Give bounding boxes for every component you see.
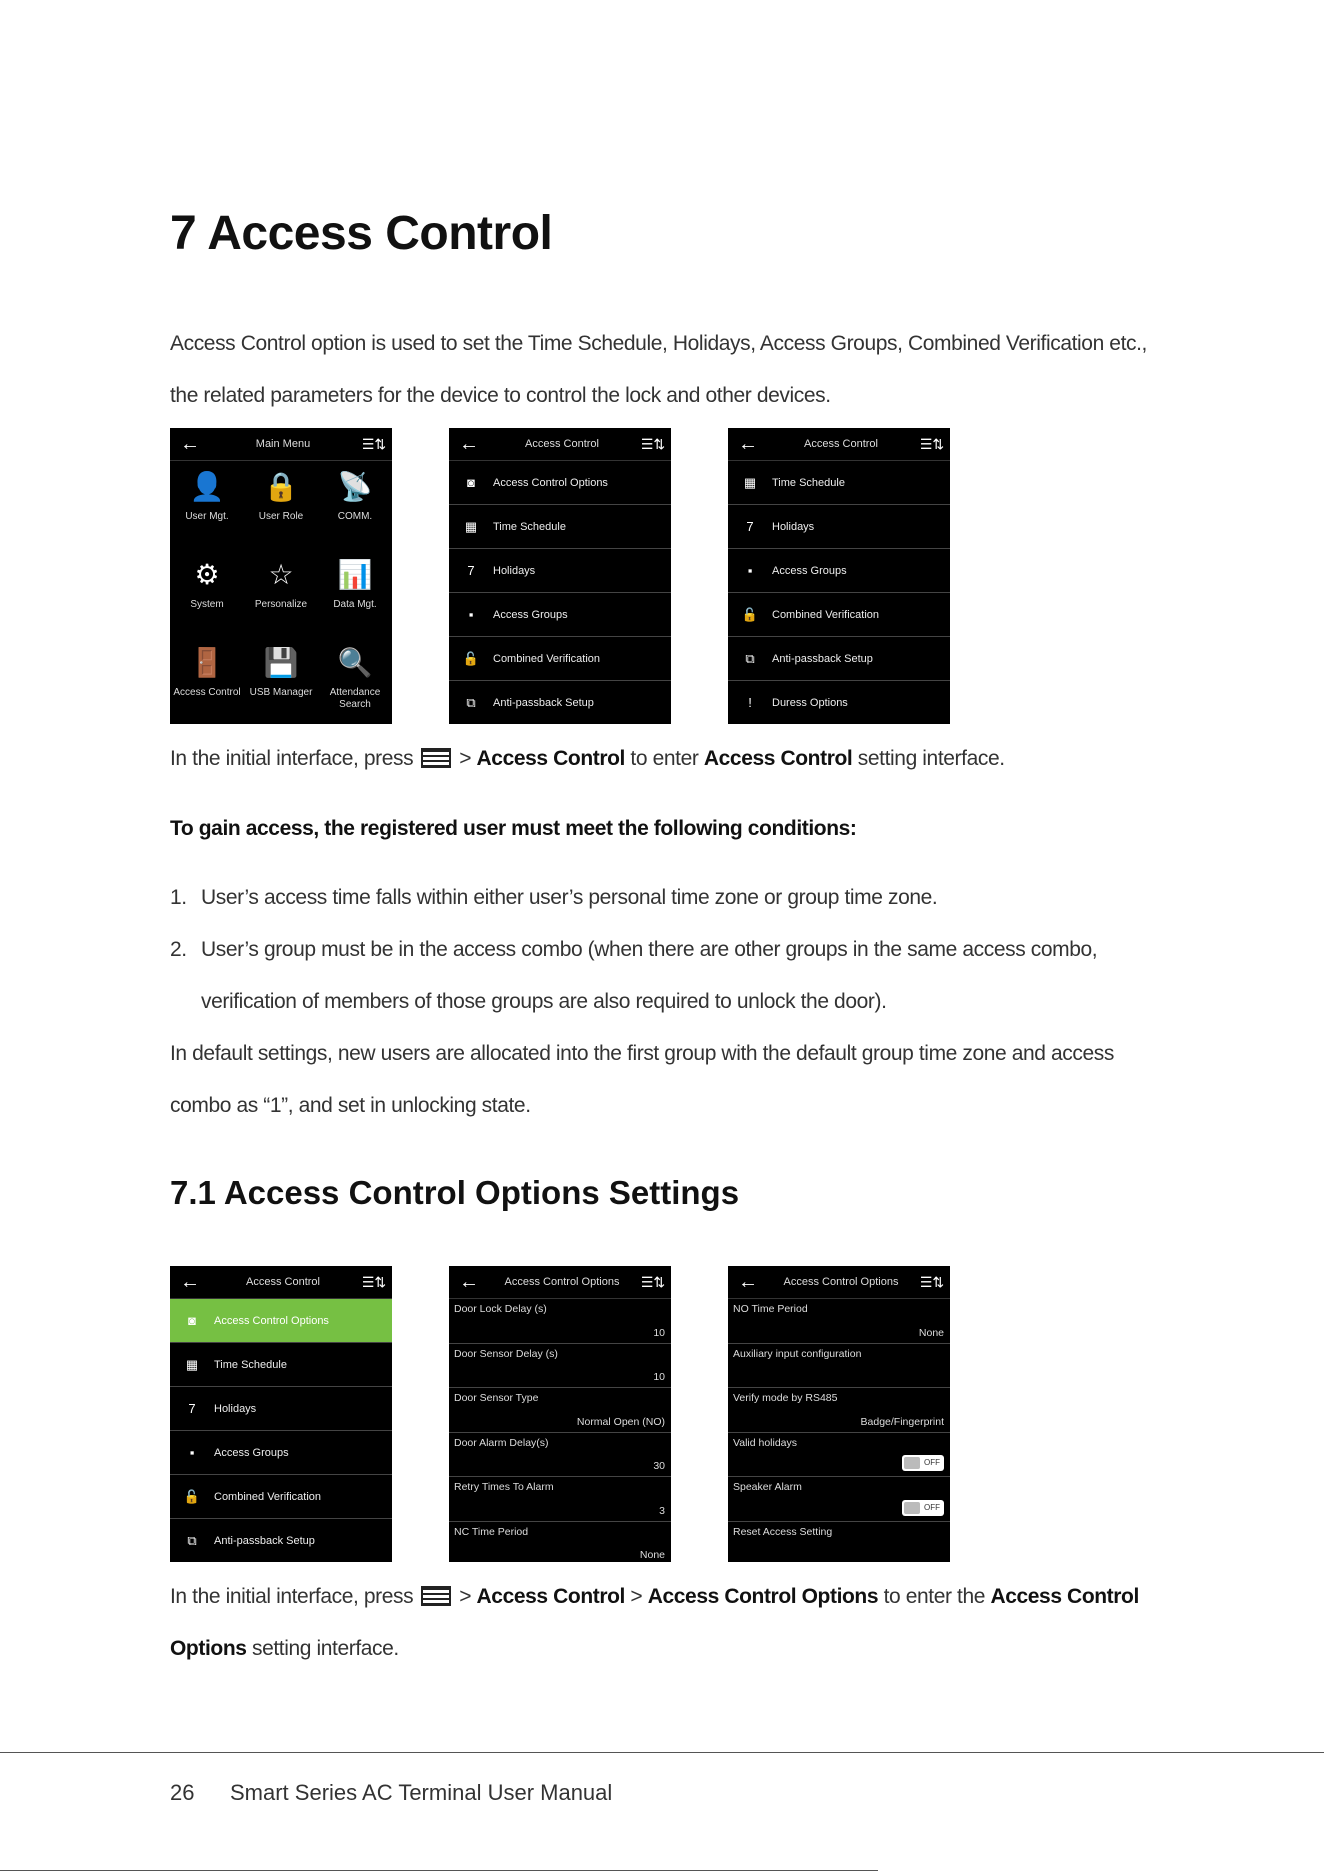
menu-row-label: Time Schedule <box>214 1358 287 1371</box>
page-number: 26 <box>170 1780 195 1805</box>
option-row <box>449 1299 671 1344</box>
option-row <box>728 1388 950 1433</box>
bold-text: Access Control <box>703 747 853 770</box>
holiday-icon: 7 <box>467 563 475 578</box>
conditions-title: To gain access, the registered user must meet the following conditions: <box>170 817 857 840</box>
menu-row-label: Anti-passback Setup <box>772 652 873 665</box>
menu-row-label: Access Groups <box>772 564 847 577</box>
menu-row <box>449 505 671 549</box>
options-icon: ◙ <box>467 475 475 490</box>
option-value: 10 <box>653 1326 665 1339</box>
option-row <box>449 1388 671 1433</box>
option-label: NO Time Period <box>733 1303 808 1315</box>
option-label: Reset Access Setting <box>733 1525 833 1538</box>
press-instruction-1 <box>170 733 1160 785</box>
chart-icon: 📊 <box>337 559 373 590</box>
options-list <box>449 1299 671 1562</box>
sort-icon: ☰⇅ <box>361 1273 387 1290</box>
menu-row-label: Time Schedule <box>772 476 845 489</box>
menu-tile-label: Data Mgt. <box>333 599 377 610</box>
page-heading: 7 Access Control <box>170 207 553 260</box>
option-row <box>728 1344 950 1389</box>
gear-icon: ⚙ <box>194 559 220 590</box>
menu-row <box>170 1431 392 1475</box>
menu-row-label: Combined Verification <box>772 608 880 621</box>
menu-row <box>449 461 671 505</box>
menu-tile-label: Personalize <box>254 599 308 610</box>
menu-row <box>170 1343 392 1387</box>
sort-icon: ☰⇅ <box>640 435 666 452</box>
menu-icon <box>421 748 451 768</box>
screen-header <box>449 428 671 461</box>
default-paragraph: In default settings, new users are allocated into the first group with the default group time zone and access combo as “1”, and set in unlocking state. <box>170 1042 1114 1117</box>
screen-title: Access Control <box>804 438 878 450</box>
back-arrow-icon: ← <box>180 1270 200 1293</box>
menu-tile-label: User Role <box>258 511 304 522</box>
option-value: 3 <box>659 1504 665 1517</box>
menu-tile <box>318 461 392 549</box>
combined-lock-icon: 🔓 <box>462 650 480 666</box>
back-arrow-icon: ← <box>738 432 758 455</box>
menu-tile-label: System <box>190 599 224 610</box>
plain-text: to enter the <box>878 1585 991 1608</box>
menu-tile <box>244 637 318 724</box>
option-label: Door Alarm Delay(s) <box>454 1436 549 1449</box>
door-icon: 🚪 <box>189 647 225 678</box>
plain-text: setting interface. <box>246 1637 399 1660</box>
back-arrow-icon: ← <box>459 1270 479 1293</box>
holiday-icon: 7 <box>188 1401 196 1416</box>
menu-list <box>449 461 671 724</box>
option-value: Normal Open (NO) <box>576 1415 665 1428</box>
screen-title: Access Control <box>525 438 599 450</box>
search-icon: 🔍 <box>337 647 373 678</box>
screenshot-access-control-c <box>170 1266 392 1562</box>
option-row <box>449 1344 671 1389</box>
menu-list <box>170 1299 392 1562</box>
combined-lock-icon: 🔓 <box>741 606 759 622</box>
menu-row-label: Holidays <box>214 1402 257 1415</box>
calendar-icon: ▦ <box>743 474 757 490</box>
screen-header <box>728 428 950 461</box>
option-label: Auxiliary input configuration <box>733 1347 862 1360</box>
toggle-switch <box>902 1455 944 1471</box>
toggle-knob <box>904 1457 920 1469</box>
menu-row-label: Access Groups <box>493 608 568 621</box>
press-instruction-2 <box>170 1571 1160 1675</box>
option-row <box>728 1477 950 1522</box>
option-label: Door Sensor Delay (s) <box>454 1347 558 1360</box>
sort-icon: ☰⇅ <box>640 1273 666 1290</box>
menu-row <box>728 681 950 724</box>
back-arrow-icon: ← <box>738 1270 758 1293</box>
lock-icon: 🔒 <box>263 471 299 502</box>
condition-number: 1. <box>170 886 187 909</box>
usb-icon: 💾 <box>263 647 299 678</box>
menu-row-label: Access Control Options <box>493 476 608 489</box>
condition-item <box>170 924 1160 1028</box>
menu-row <box>728 549 950 593</box>
main-menu-grid <box>170 461 392 724</box>
menu-row <box>170 1475 392 1519</box>
options-icon: ◙ <box>188 1313 196 1328</box>
menu-row <box>728 461 950 505</box>
menu-icon <box>421 1586 451 1606</box>
menu-tile-label: Attendance Search <box>329 687 381 710</box>
back-arrow-icon: ← <box>180 432 200 455</box>
menu-row <box>170 1519 392 1562</box>
separator: > <box>625 1585 648 1608</box>
menu-tile <box>318 637 392 724</box>
bold-text: Access Control <box>476 747 625 770</box>
menu-tile-label: USB Manager <box>249 687 313 698</box>
toggle-knob <box>904 1502 920 1514</box>
footer-bottom-rule <box>0 1870 878 1871</box>
group-icon: ▪ <box>468 607 474 622</box>
user-mgt-icon: 👤 <box>189 471 225 502</box>
option-row <box>728 1299 950 1344</box>
conditions-list <box>170 872 1160 1028</box>
option-label: Door Sensor Type <box>454 1392 539 1404</box>
toggle-text: OFF <box>924 1458 940 1467</box>
sort-icon: ☰⇅ <box>919 435 945 452</box>
bold-text: Access Control <box>476 1585 625 1608</box>
screen-header <box>170 428 392 461</box>
menu-row-label: Duress Options <box>772 696 848 709</box>
condition-text: User’s group must be in the access combo (when there are other groups in the same access combo, verification of members of those groups are also required to unlock the door). <box>201 938 1098 1013</box>
option-value: 10 <box>653 1371 665 1383</box>
menu-tile <box>244 461 318 549</box>
plain-text: to enter <box>625 747 704 770</box>
separator: > <box>459 747 477 770</box>
screen-title: Access Control <box>246 1276 320 1288</box>
option-row <box>449 1477 671 1522</box>
alert-icon: ! <box>748 695 752 710</box>
passback-icon: ⧉ <box>466 694 476 710</box>
menu-tile <box>170 637 244 724</box>
option-row <box>449 1433 671 1478</box>
screenshot-access-control-b <box>728 428 950 724</box>
group-icon: ▪ <box>189 1445 195 1460</box>
screen-header <box>728 1266 950 1299</box>
holiday-icon: 7 <box>746 519 754 534</box>
bold-text: Access Control Options <box>170 1585 1139 1660</box>
star-icon: ☆ <box>268 559 294 590</box>
sort-icon: ☰⇅ <box>361 435 387 452</box>
menu-row-label: Holidays <box>493 564 536 577</box>
option-row <box>728 1522 950 1563</box>
screen-title: Main Menu <box>255 438 311 450</box>
option-label: Door Lock Delay (s) <box>454 1303 547 1315</box>
menu-row-label: Combined Verification <box>214 1490 322 1503</box>
menu-row-label: Anti-passback Setup <box>493 696 594 709</box>
screenshot-main-menu <box>170 428 392 724</box>
menu-row-label: Combined Verification <box>493 652 601 665</box>
passback-icon: ⧉ <box>187 1532 197 1548</box>
menu-row-label: Time Schedule <box>493 520 566 533</box>
menu-row <box>170 1387 392 1431</box>
menu-row-label: Access Control Options <box>214 1314 329 1327</box>
option-label: Speaker Alarm <box>733 1481 802 1493</box>
option-value: 30 <box>653 1460 665 1472</box>
menu-row <box>728 593 950 637</box>
separator: > <box>459 1585 477 1608</box>
option-label: Valid holidays <box>733 1436 798 1449</box>
option-label: NC Time Period <box>454 1525 529 1538</box>
menu-row <box>449 593 671 637</box>
menu-row <box>449 681 671 724</box>
menu-list <box>728 461 950 724</box>
footer-title: Smart Series AC Terminal User Manual <box>230 1780 613 1805</box>
option-value: None <box>918 1326 944 1339</box>
menu-tile-label: Access Control <box>173 687 241 698</box>
menu-row-label: Holidays <box>772 520 815 533</box>
satellite-icon: 📡 <box>337 471 373 502</box>
option-label: Retry Times To Alarm <box>454 1481 554 1493</box>
press-text: In the initial interface, press <box>170 1585 414 1608</box>
option-value: Badge/Fingerprint <box>860 1415 944 1428</box>
group-icon: ▪ <box>747 563 753 578</box>
options-list <box>728 1299 950 1562</box>
menu-row-label: Access Groups <box>214 1446 289 1459</box>
menu-tile <box>318 549 392 637</box>
menu-tile-label: COMM. <box>337 511 373 522</box>
plain-text: setting interface. <box>852 747 1005 770</box>
bold-text: Access Control Options <box>647 1585 879 1608</box>
menu-row <box>728 637 950 681</box>
option-row <box>449 1522 671 1563</box>
screen-header <box>449 1266 671 1299</box>
toggle-switch <box>902 1500 944 1516</box>
condition-item <box>170 872 1160 924</box>
option-label: Verify mode by RS485 <box>733 1392 838 1404</box>
footer-divider <box>0 1752 1324 1753</box>
menu-tile <box>170 549 244 637</box>
screen-header <box>170 1266 392 1299</box>
passback-icon: ⧉ <box>745 650 755 666</box>
option-value: None <box>639 1549 665 1561</box>
screenshot-options-a <box>449 1266 671 1562</box>
calendar-icon: ▦ <box>464 518 478 534</box>
menu-row <box>170 1299 392 1343</box>
condition-text: User’s access time falls within either user’s personal time zone or group time zone. <box>201 886 938 909</box>
menu-row <box>449 549 671 593</box>
screenshot-access-control-a <box>449 428 671 724</box>
press-text: In the initial interface, press <box>170 747 414 770</box>
menu-tile <box>244 549 318 637</box>
screen-title: Access Control Options <box>504 1276 620 1288</box>
menu-tile <box>170 461 244 549</box>
toggle-text: OFF <box>924 1502 940 1512</box>
menu-tile-label: User Mgt. <box>185 511 229 522</box>
option-row <box>728 1433 950 1478</box>
calendar-icon: ▦ <box>185 1356 199 1372</box>
section-heading: 7.1 Access Control Options Settings <box>170 1174 740 1211</box>
sort-icon: ☰⇅ <box>919 1273 945 1290</box>
combined-lock-icon: 🔓 <box>183 1488 201 1504</box>
condition-number: 2. <box>170 938 187 961</box>
intro-paragraph: Access Control option is used to set the Time Schedule, Holidays, Access Groups, Combined Verification etc., the related parameters for the device to control the lock and other devices. <box>170 332 1147 407</box>
menu-row <box>728 505 950 549</box>
screenshot-options-b <box>728 1266 950 1562</box>
menu-row <box>449 637 671 681</box>
menu-row-label: Anti-passback Setup <box>214 1534 315 1547</box>
back-arrow-icon: ← <box>459 432 479 455</box>
screen-title: Access Control Options <box>783 1276 899 1288</box>
